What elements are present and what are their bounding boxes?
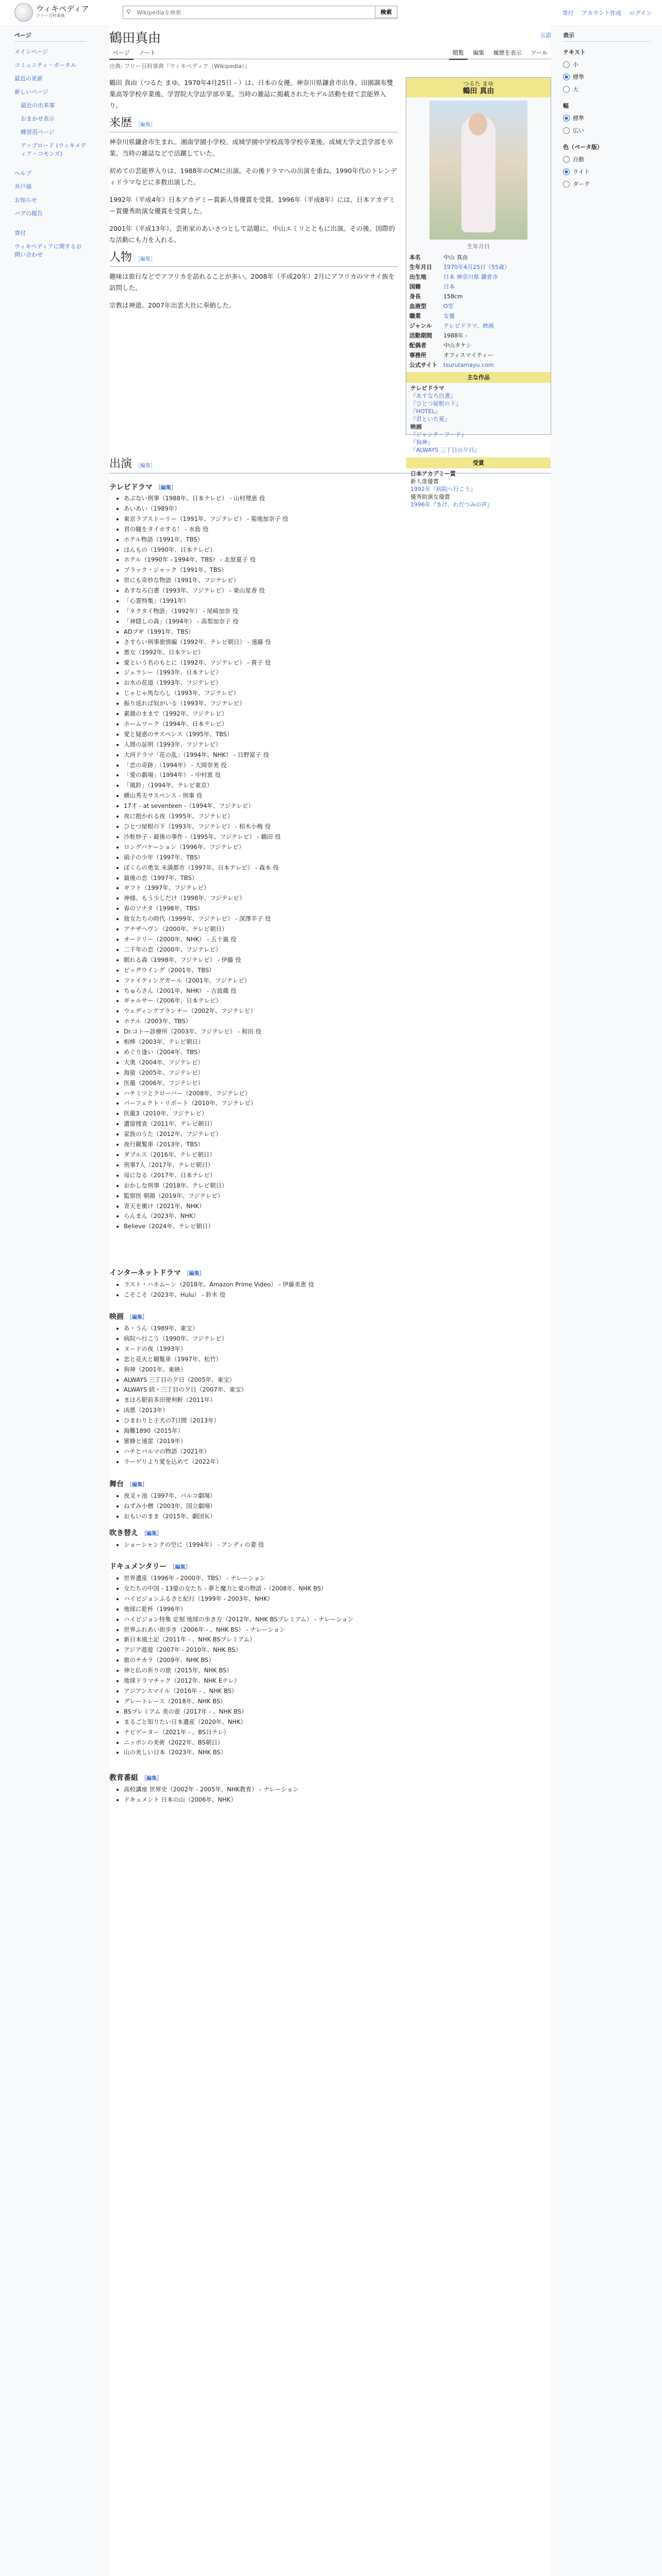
- subsection-stage: 舞台 ［編集］: [109, 1480, 147, 1488]
- width-wide[interactable]: 広い: [563, 124, 651, 137]
- logo-title: ウィキペディア: [36, 4, 89, 13]
- edit-link[interactable]: ［編集］: [127, 1482, 147, 1488]
- list-item[interactable]: • ダブルス（2016年、テレビ朝日）: [124, 1150, 558, 1160]
- list-item[interactable]: • 山の美しい日本（2023年、NHK BS）: [124, 1748, 558, 1758]
- top-header: [0, 0, 662, 26]
- sidebar-item[interactable]: 最近の出来事: [21, 102, 55, 109]
- text-size-group: テキスト: [563, 49, 586, 56]
- list-item[interactable]: • ナビゲーター（2021年 - 、BS日テレ）: [124, 1727, 558, 1738]
- history-paragraph: 神奈川県鎌倉市生まれ。湘南学園小学校、成城学園中学校高等学校卒業後、成城大学文芸学部を卒業。当時の雑誌などで活躍していた。: [109, 138, 393, 157]
- edit-link[interactable]: ［編集］: [135, 122, 156, 128]
- list-item[interactable]: • ギャルサー（2006年、日本テレビ）: [124, 996, 558, 1006]
- list-item[interactable]: • さすらい刑事旅情編（1992年、テレビ朝日） - 遠藤 役: [124, 637, 558, 648]
- list-item[interactable]: • 神と仏の祈りの旅（2015年、NHK BS）: [124, 1666, 558, 1676]
- text-size-large[interactable]: 大: [563, 83, 651, 95]
- text-size-standard[interactable]: 標準: [563, 71, 651, 83]
- list-item[interactable]: • 地球ドラマチック（2012年、NHK Eテレ）: [124, 1676, 558, 1686]
- infobox-row: 事務所 オフィスマイティー: [409, 352, 493, 359]
- sidebar-item[interactable]: お知らせ: [14, 197, 37, 204]
- list-item[interactable]: • ハイビジョンふるさと紀行（1999年 - 2003年、NHK）: [124, 1594, 558, 1604]
- list-item[interactable]: • 狗神（2001年、東映）: [124, 1365, 558, 1375]
- edit-link[interactable]: ［編集］: [170, 1565, 191, 1570]
- width-group: 幅: [563, 103, 569, 109]
- language-button[interactable]: 言語: [540, 32, 551, 39]
- page-tabs: [109, 45, 551, 59]
- infobox-awards: 日本アカデミー賞 新人俳優賞 1992年『病院へ行こう』 優秀助演女優賞 1996年『きけ、わだつみの声』: [410, 470, 493, 508]
- list-item[interactable]: • ADブギ（1991年、TBS）: [124, 627, 558, 637]
- infobox-row: 血液型 O型: [409, 303, 454, 310]
- list-item[interactable]: • 青天を衝け（2021年、NHK）: [124, 1201, 558, 1212]
- list-item[interactable]: • 夜叉ヶ池（1997年、パルコ劇場）: [124, 1491, 558, 1501]
- infobox-works: テレビドラマ 『あすなろ白書』 『ひとつ屋根の下』 『HOTEL』 『君といた夏』 映画 『ジャンク・フード』 『狗神』 『ALWAYS 三丁目の夕日』: [410, 385, 480, 453]
- sidebar-item[interactable]: 寄付: [14, 230, 26, 236]
- globe-icon: [14, 3, 33, 22]
- list-item[interactable]: • 愛と疑惑のサスペンス（1995年、TBS）: [124, 730, 558, 740]
- list-item[interactable]: • 最後の恋（1997年、TBS）: [124, 873, 558, 884]
- list-item[interactable]: • ひとつ屋根の下（1993年、フジテレビ） - 柏木小梅 役: [124, 822, 558, 832]
- net-drama-list: [117, 1280, 558, 1300]
- list-item[interactable]: • アジア遊遊（2007年 - 2010年、NHK BS）: [124, 1645, 558, 1655]
- page-subtitle: 出典: フリー百科事典『ウィキペディア（Wikipedia）』: [109, 63, 251, 70]
- list-item[interactable]: • 二千年の恋（2000年、フジテレビ）: [124, 945, 558, 955]
- list-item[interactable]: • BSプレミアム 美の壺（2017年 - 、NHK BS）: [124, 1707, 558, 1717]
- list-item[interactable]: • ほんもの（1990年、日本テレビ）: [124, 545, 558, 555]
- sidebar-item[interactable]: コミュニティ・ポータル: [14, 62, 76, 69]
- color-dark[interactable]: ダーク: [563, 178, 651, 190]
- subsection-edu: 教育番組 ［編集］: [109, 1774, 162, 1782]
- list-item[interactable]: • あいあい（1989年）: [124, 504, 558, 514]
- list-item[interactable]: • ロングバケーション（1996年、フジテレビ）: [124, 842, 558, 853]
- user-links: [556, 9, 652, 17]
- person-paragraph: 趣味は旅行などでアフリカを訪れることが多い。2008年（平成20年）2月にアフリカのマサイ族を訪問した。: [109, 273, 395, 292]
- subsection-dub: 吹き替え ［編集］: [109, 1529, 162, 1537]
- list-item[interactable]: • 病院へ行こう（1990年、フジテレビ）: [124, 1334, 558, 1344]
- list-item[interactable]: • 素顔のままで（1992年、フジテレビ）: [124, 709, 558, 719]
- list-item[interactable]: • ねずみ小僧（2003年、国立劇場）: [124, 1501, 558, 1512]
- login-link[interactable]: ログイン: [629, 10, 652, 16]
- list-item[interactable]: • おもいのまま（2015年、劇団Ｋ）: [124, 1512, 558, 1522]
- lead-section: [109, 77, 398, 317]
- list-item[interactable]: • ブラック・ジャック（1991年、TBS）: [124, 565, 558, 575]
- tab-talk[interactable]: ノート: [139, 49, 156, 56]
- list-item[interactable]: • 海難1890（2015年）: [124, 1426, 558, 1436]
- edit-link[interactable]: ［編集］: [141, 1531, 162, 1537]
- edit-link[interactable]: ［編集］: [184, 1271, 205, 1277]
- infobox-caption: 生年月日: [467, 243, 490, 250]
- list-item[interactable]: • 振り返れば奴がいる（1993年、フジテレビ）: [124, 699, 558, 709]
- list-item[interactable]: • ラスト・ハネムーン（2018年、Amazon Prime Video） - 伊藤美恵 役: [124, 1280, 558, 1290]
- list-item[interactable]: • 家族のうた（2012年、フジテレビ）: [124, 1129, 558, 1140]
- list-item[interactable]: • ハチとパルマの物語（2021年）: [124, 1447, 558, 1457]
- color-light[interactable]: ライト: [563, 165, 651, 178]
- list-item[interactable]: • ビッグウイング（2001年、TBS）: [124, 965, 558, 976]
- list-item[interactable]: • 大奥（2004年、フジテレビ）: [124, 1058, 558, 1068]
- list-item[interactable]: • グレートレース（2018年、NHK BS）: [124, 1697, 558, 1707]
- list-item[interactable]: • ちゅらさん（2001年、NHK） - 古波蔵 役: [124, 986, 558, 996]
- appearance-tools: [563, 29, 651, 190]
- infobox-row: 出生地 日本 神奈川県 鎌倉市: [409, 274, 498, 280]
- history-paragraph: 1992年（平成4年）日本アカデミー賞新人俳優賞を受賞。1996年（平成8年）には、日本アカデミー賞優秀助演女優賞を受賞した。: [109, 196, 395, 215]
- infobox-row: 配偶者 中山タケシ: [409, 342, 472, 349]
- list-item[interactable]: • ショーシャンクの空に（1994年） - アンディの妻 役: [124, 1540, 558, 1550]
- infobox-row: 国籍 日本: [409, 283, 455, 290]
- documentary-list: [117, 1573, 558, 1758]
- sidebar-item[interactable]: アップロード (ウィキメディア・コモンズ): [21, 142, 87, 157]
- lead-paragraph: 鶴田 真由（つるた まゆ、1970年4月25日 - ）は、日本の女優。神奈川県鎌倉市出身。田園調布雙葉高等学校卒業後、学習院大学法学部卒業。当時の雑誌に掲載されたモデル活動を経て芸能界入り。: [109, 79, 393, 109]
- list-item[interactable]: • ドキュメント 日本の山（2006年、NHK）: [124, 1795, 558, 1805]
- donate-link[interactable]: 寄付: [562, 10, 574, 16]
- film-list: [117, 1324, 558, 1467]
- edit-link[interactable]: ［編集］: [127, 1315, 147, 1320]
- subsection-net: インターネットドラマ ［編集］: [109, 1269, 205, 1277]
- list-item[interactable]: • 「ネクタイ物語」（1992年） - 尾崎加奈 役: [124, 606, 558, 617]
- list-item[interactable]: • 監察医 朝顔（2019年、フジテレビ）: [124, 1191, 558, 1201]
- list-item[interactable]: • ホテル物語（1991年、TBS）: [124, 535, 558, 545]
- list-item[interactable]: • 彼女たちの時代（1999年、フジテレビ） - 深澤羊子 役: [124, 914, 558, 924]
- list-item[interactable]: • 神様、もう少しだけ（1998年、フジテレビ）: [124, 893, 558, 904]
- list-item[interactable]: • 蜜蜂と遠雷（2019年）: [124, 1436, 558, 1447]
- list-item[interactable]: • 遺留捜査（2011年、テレビ朝日）: [124, 1119, 558, 1129]
- list-item[interactable]: • 海猿（2005年、フジテレビ）: [124, 1068, 558, 1078]
- sidebar-item[interactable]: おまかせ表示: [21, 115, 55, 122]
- infobox-title: [406, 78, 551, 97]
- history-paragraph: 初めての芸能界入りは、1988年のCMに出演。その後ドラマへの出演を重ね、1990年代のトレンディドラマなどに多数出演した。: [109, 167, 397, 186]
- tools-title: 表示: [563, 29, 651, 42]
- list-item[interactable]: • 高校講座 世界史（2002年 - 2005年、NHK教育） - ナレーション: [124, 1785, 558, 1795]
- text-size-small[interactable]: 小: [563, 58, 651, 71]
- list-item[interactable]: • お水の花道（1993年、フジテレビ）: [124, 678, 558, 688]
- sidebar-heading: ページ: [14, 29, 87, 42]
- main-content: [109, 26, 551, 2576]
- list-item[interactable]: • おかしな刑事（2018年、テレビ朝日）: [124, 1181, 558, 1191]
- tab-tools[interactable]: ツール: [531, 49, 548, 56]
- history-paragraph: 2001年（平成13年）、芸術家のあいさつとして話題に。中山エミリとともに出演。その後、国際的な活動にも力を入れる。: [109, 225, 395, 244]
- list-item[interactable]: • ニッポンの美術（2022年、BS朝日）: [124, 1738, 558, 1748]
- list-item[interactable]: • ハチミツとクローバー（2008年、フジテレビ）: [124, 1089, 558, 1099]
- list-item[interactable]: • ひまわりと子犬の7日間（2013年）: [124, 1416, 558, 1426]
- list-item[interactable]: • 17才 - at seventeen -（1994年、フジテレビ）: [124, 801, 558, 811]
- list-item[interactable]: • 世界遺産（1996年 - 2000年、TBS） - ナレーション: [124, 1573, 558, 1584]
- infobox-row: 活動期間 1988年 -: [409, 332, 468, 339]
- list-item[interactable]: • 東京ラブストーリー（1991年、フジテレビ） - 菊地加奈子 役: [124, 514, 558, 524]
- sidebar-item[interactable]: 練習用ページ: [21, 129, 55, 135]
- education-list: [117, 1785, 558, 1805]
- list-item[interactable]: • あぶない刑事（1988年、日本テレビ） - 山村理恵 役: [124, 494, 558, 504]
- list-item[interactable]: • 新日本風土記（2011年 - 、NHK BSプレミアム）: [124, 1635, 558, 1645]
- edit-link[interactable]: ［編集］: [135, 463, 156, 469]
- sidebar-item[interactable]: 井戸端: [14, 183, 31, 190]
- list-item[interactable]: • 医龍（2006年、フジテレビ）: [124, 1078, 558, 1089]
- search-icon: ⚲: [126, 8, 131, 15]
- list-item[interactable]: • 旅のチカラ（2009年、NHK BS）: [124, 1655, 558, 1666]
- list-item[interactable]: • あ・うん（1989年、東宝）: [124, 1324, 558, 1334]
- list-item[interactable]: • らんまん（2023年、NHK）: [124, 1211, 558, 1222]
- infobox-award-heading: 受賞: [406, 457, 551, 468]
- search-input[interactable]: [136, 6, 354, 19]
- infobox-row: 公式サイト tsurutamayu.com: [409, 362, 494, 368]
- list-item[interactable]: • 夜に抱かれる夜（1995年、フジテレビ）: [124, 811, 558, 822]
- sidebar-item[interactable]: 新しいページ: [14, 89, 48, 95]
- list-item[interactable]: • 「恋の奇跡」（1994年） - 大岡奈美 役: [124, 760, 558, 771]
- list-item[interactable]: • ヌードの夜（1993年）: [124, 1344, 558, 1354]
- list-item[interactable]: • ファイティングガール（2001年、フジテレビ）: [124, 976, 558, 986]
- subsection-doc: ドキュメンタリー ［編集］: [109, 1563, 191, 1571]
- logo-subtitle: フリー百科事典: [36, 13, 65, 18]
- infobox-row: 本名 中山 真由: [409, 254, 468, 261]
- list-item[interactable]: • Believe（2024年、テレビ朝日）: [124, 1222, 558, 1232]
- list-item[interactable]: • 夜行観覧車（2013年、TBS）: [124, 1140, 558, 1150]
- list-item[interactable]: • 沙粧妙子 - 最後の事件 -（1995年、フジテレビ） - 鶴田 役: [124, 832, 558, 842]
- list-item[interactable]: • 「心霊特集」（1991年）: [124, 596, 558, 606]
- list-item[interactable]: • 世にも奇妙な物語（1991年、フジテレビ）: [124, 575, 558, 586]
- list-item[interactable]: • ALWAYS 続・三丁目の夕日（2007年、東宝）: [124, 1385, 558, 1395]
- search-box: [123, 6, 397, 19]
- list-item[interactable]: • 愛という名のもとに（1992年、フジテレビ） - 貴子 役: [124, 658, 558, 668]
- list-item[interactable]: • ホテル（1990年 - 1994年、TBS） - 北原夏子 役: [124, 555, 558, 565]
- tab-edit[interactable]: 編集: [473, 49, 485, 56]
- search-button[interactable]: 検索: [375, 6, 398, 18]
- list-item[interactable]: • 眠れる森（1998年、フジテレビ） - 伊藤 役: [124, 955, 558, 965]
- list-item[interactable]: • Dr.コトー診療所（2003年、フジテレビ） - 和田 役: [124, 1027, 558, 1037]
- list-item[interactable]: • 女たちの中国 - 13億の女たち - 夢と魔力と愛の物語 -（2008年、NHK BS）: [124, 1584, 558, 1594]
- infobox-works-heading: 主な作品: [406, 372, 551, 383]
- list-item[interactable]: • ALWAYS 三丁目の夕日（2005年、東宝）: [124, 1375, 558, 1385]
- list-item[interactable]: • 恋と花火と観覧車（1997年、松竹）: [124, 1354, 558, 1365]
- sidebar-item[interactable]: バグの報告: [14, 210, 43, 217]
- list-item[interactable]: • パーフェクト・リポート（2010年、フジテレビ）: [124, 1098, 558, 1109]
- infobox-row: ジャンル テレビドラマ、映画: [409, 323, 494, 329]
- color-group: 色（ベータ版）: [563, 144, 603, 150]
- portrait-image[interactable]: [429, 100, 527, 240]
- list-item[interactable]: • 地球に乾杯（1996年）: [124, 1604, 558, 1615]
- wikipedia-logo[interactable]: [14, 3, 89, 22]
- infobox-row: 生年月日 1970年4月25日（55歳）: [409, 264, 510, 270]
- infobox-row: 身長 158cm: [409, 293, 463, 300]
- edit-link[interactable]: ［編集］: [141, 1776, 162, 1782]
- list-item[interactable]: • アジアンスマイル（2016年 - 、NHK BS）: [124, 1686, 558, 1697]
- list-item[interactable]: • ぼくらの勇気 未満都市（1997年、日本テレビ） - 森本 役: [124, 863, 558, 873]
- list-item[interactable]: • ラーゲリより愛を込めて（2022年）: [124, 1457, 558, 1467]
- sidebar-item[interactable]: 最近の更新: [14, 75, 43, 82]
- width-standard[interactable]: 標準: [563, 112, 651, 124]
- list-item[interactable]: • 悪女（1992年、日本テレビ）: [124, 648, 558, 658]
- page-title: 鶴田真由: [109, 30, 161, 45]
- section-heading-appearance: 出演 ［編集］: [109, 459, 551, 473]
- list-item[interactable]: • オードリー（2000年、NHK） - 五十嵐 役: [124, 935, 558, 945]
- list-item[interactable]: • ギフト（1997年、フジテレビ）: [124, 883, 558, 893]
- list-item[interactable]: • こそこそ（2023年、Hulu） - 鈴木 役: [124, 1290, 558, 1300]
- list-item[interactable]: • 君の瞳をタイホする！ - 水島 役: [124, 524, 558, 535]
- create-account-link[interactable]: アカウント作成: [582, 10, 622, 16]
- person-paragraph: 宗教は神道。2007年出雲大社に奉納した。: [109, 301, 236, 309]
- section-heading-history: 来歴 ［編集］: [109, 117, 398, 132]
- list-item[interactable]: • 春のソナタ（1998年、TBS）: [124, 904, 558, 914]
- color-auto[interactable]: 自動: [563, 153, 651, 165]
- list-item[interactable]: • 硝子の少年（1997年、TBS）: [124, 853, 558, 863]
- list-item[interactable]: • あすなろ白書（1993年、フジテレビ） - 東山星香 役: [124, 586, 558, 596]
- list-item[interactable]: • ホームワーク（1994年、日本テレビ）: [124, 719, 558, 730]
- list-item[interactable]: • めぐり逢い（2004年、TBS）: [124, 1047, 558, 1058]
- infobox-name: 鶴田 真由: [462, 87, 494, 95]
- sidebar-item[interactable]: ウィキペディアに関するお問い合わせ: [14, 243, 82, 258]
- list-item[interactable]: • ジェラシー（1993年、日本テレビ）: [124, 668, 558, 678]
- tv-drama-list: [117, 494, 558, 1232]
- list-item[interactable]: • まほろ駅前多田便利軒（2011年）: [124, 1395, 558, 1405]
- list-item[interactable]: • ウェディングプランナー（2002年、フジテレビ）: [124, 1006, 558, 1016]
- list-item[interactable]: • 母になる（2017年、日本テレビ）: [124, 1171, 558, 1181]
- list-item[interactable]: • じゃじゃ馬ならし（1993年、フジテレビ）: [124, 688, 558, 699]
- list-item[interactable]: • 人間の証明（1993年、フジテレビ）: [124, 740, 558, 750]
- edit-link[interactable]: ［編集］: [135, 257, 156, 262]
- list-item[interactable]: • 「神隠しの森」（1994年） - 高梨加奈子 役: [124, 617, 558, 627]
- sidebar-item[interactable]: ヘルプ: [14, 170, 31, 177]
- section-heading-person: 人物 ［編集］: [109, 252, 398, 267]
- infobox-kana: つるた まゆ: [463, 80, 494, 87]
- left-sidebar: [14, 29, 87, 261]
- list-item[interactable]: • 「風鈴」（1994年、テレビ東京）: [124, 781, 558, 791]
- dub-list: [117, 1540, 558, 1550]
- subsection-tv: テレビドラマ ［編集］: [109, 483, 176, 492]
- edit-link[interactable]: ［編集］: [155, 485, 176, 491]
- list-item[interactable]: • 凶悪（2013年）: [124, 1405, 558, 1416]
- tab-history[interactable]: 履歴を表示: [493, 49, 522, 56]
- list-item[interactable]: • 世界ふれあい街歩き（2006年 - 、NHK BS） - ナレーション: [124, 1625, 558, 1635]
- list-item[interactable]: • 刑事7人（2017年、テレビ朝日）: [124, 1160, 558, 1171]
- tab-page[interactable]: ページ: [109, 45, 134, 60]
- subsection-film: 映画 ［編集］: [109, 1313, 147, 1321]
- list-item[interactable]: • 横山秀夫サスペンス - 刑事 役: [124, 791, 558, 801]
- list-item[interactable]: • ハイビジョン特集 定刻 地球の歩き方（2012年、NHK BSプレミアム） - ナレーション: [124, 1615, 558, 1625]
- infobox-row: 職業 女優: [409, 313, 455, 319]
- tab-read[interactable]: 閲覧: [449, 45, 468, 60]
- list-item[interactable]: • まるごと知りたい日本遺産（2020年、NHK）: [124, 1717, 558, 1727]
- list-item[interactable]: • アナザヘヴン（2000年、テレビ朝日）: [124, 924, 558, 935]
- list-item[interactable]: • 相棒（2003年、テレビ朝日）: [124, 1037, 558, 1047]
- sidebar-item[interactable]: メインページ: [14, 48, 48, 55]
- infobox: [406, 77, 551, 508]
- list-item[interactable]: • 大河ドラマ「花の乱」（1994年、NHK） - 日野富子 役: [124, 750, 558, 760]
- list-item[interactable]: • ホテル（2003年、TBS）: [124, 1016, 558, 1027]
- list-item[interactable]: • 「愛の劇場」（1994年） - 中村恵 役: [124, 770, 558, 781]
- stage-list: [117, 1491, 558, 1522]
- list-item[interactable]: • 医龍3（2010年、フジテレビ）: [124, 1109, 558, 1119]
